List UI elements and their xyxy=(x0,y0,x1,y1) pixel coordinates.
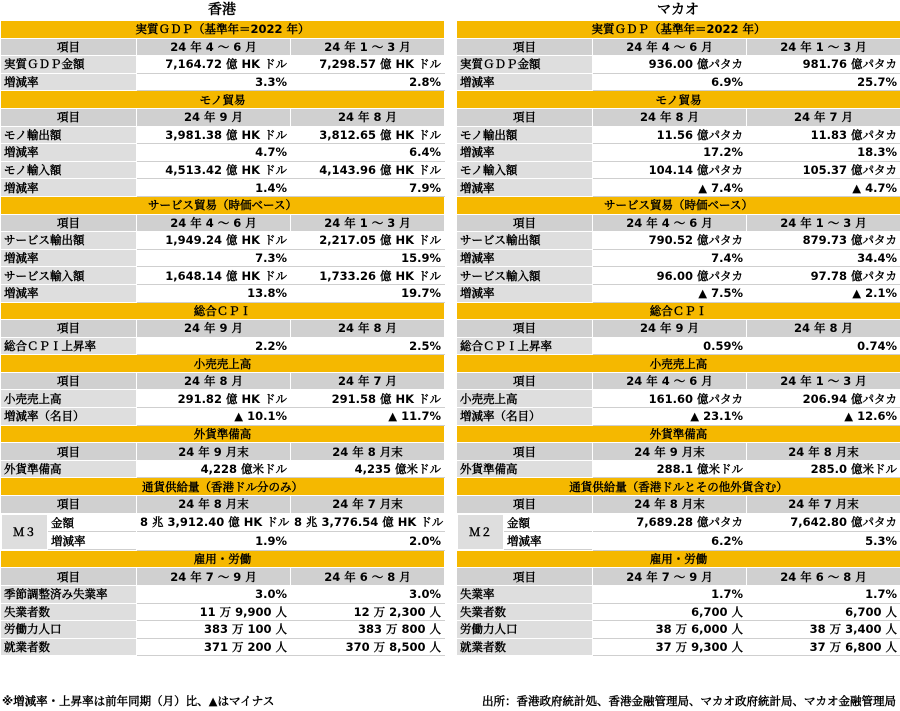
value-cell: ▲ 2.1% xyxy=(747,284,900,302)
value-cell: 1,648.14 億 HK ドル xyxy=(137,267,291,285)
table-row xyxy=(457,284,900,302)
value-cell: 38 万 3,400 人 xyxy=(747,621,900,639)
table-row xyxy=(457,603,900,621)
value-cell: 18.3% xyxy=(747,144,900,162)
column-header: 項目 xyxy=(457,108,593,126)
value-cell: 2,217.05 億 HK ドル xyxy=(291,232,445,250)
row-label: 実質ＧＤＰ金額 xyxy=(1,56,137,74)
group-cell xyxy=(1,513,137,550)
value-cell: 2.2% xyxy=(137,337,291,355)
value-cell: 25.7% xyxy=(747,73,900,91)
row-label: サービス輸入額 xyxy=(457,267,593,285)
table-row xyxy=(457,232,900,250)
row-label: 増減率（名目） xyxy=(1,408,137,426)
section-title: サービス貿易（時価ベース） xyxy=(457,196,900,214)
group-label: Ｍ３ xyxy=(2,514,48,549)
value-cell: 34.4% xyxy=(747,249,900,267)
row-label: 就業者数 xyxy=(457,638,593,656)
section-title-row xyxy=(1,91,445,109)
value-cell: 97.78 億パタカ xyxy=(747,267,900,285)
section-title-row xyxy=(457,91,900,109)
row-label: 増減率 xyxy=(1,73,137,91)
table-row xyxy=(1,267,445,285)
table-row xyxy=(1,232,445,250)
value-cell: 285.0 億米ドル xyxy=(747,460,900,478)
table-row xyxy=(1,638,445,656)
row-label: 増減率 xyxy=(1,249,137,267)
column-header: 項目 xyxy=(1,568,137,586)
header-row xyxy=(457,372,900,390)
section-title: 小売売上高 xyxy=(1,355,445,373)
table-row xyxy=(1,390,445,408)
value-cell: 7.9% xyxy=(291,179,445,197)
table-row xyxy=(457,179,900,197)
value-cell: 1.4% xyxy=(137,179,291,197)
column-header: 24 年 7 ～ 9 月 xyxy=(593,568,747,586)
value-cell: 4.7% xyxy=(137,144,291,162)
column-header: 項目 xyxy=(457,320,593,338)
row-label: 失業者数 xyxy=(457,603,593,621)
table-row xyxy=(457,56,900,74)
value-cell: 3.0% xyxy=(137,586,291,604)
header-row xyxy=(457,214,900,232)
value-cell: 2.8% xyxy=(291,73,445,91)
section-title: サービス貿易（時価ベース） xyxy=(1,196,445,214)
column-header: 24 年 7 月末 xyxy=(747,496,900,514)
column-header: 24 年 7 月 xyxy=(291,372,445,390)
column-header: 24 年 4 ～ 6 月 xyxy=(593,38,747,56)
column-header: 24 年 8 月 xyxy=(593,108,747,126)
row-label: 外貨準備高 xyxy=(457,460,593,478)
column-header: 24 年 9 月 xyxy=(137,108,291,126)
row-label: サービス輸入額 xyxy=(1,267,137,285)
group-label: Ｍ２ xyxy=(458,514,504,549)
row-label: 実質ＧＤＰ金額 xyxy=(457,56,593,74)
column-header: 24 年 7 月 xyxy=(747,108,900,126)
row-label: 増減率 xyxy=(457,179,593,197)
section-title-row xyxy=(1,550,445,568)
header-row xyxy=(1,568,445,586)
column-header: 24 年 8 月末 xyxy=(747,443,900,461)
column-header: 24 年 4 ～ 6 月 xyxy=(137,38,291,56)
section-title-row xyxy=(457,478,900,496)
column-header: 項目 xyxy=(1,108,137,126)
row-label: 増減率 xyxy=(457,249,593,267)
value-cell: 104.14 億パタカ xyxy=(593,161,747,179)
column-header: 24 年 9 月 xyxy=(137,320,291,338)
row-label: 増減率 xyxy=(48,532,136,550)
row-label: モノ輸出額 xyxy=(457,126,593,144)
column-header: 24 年 4 ～ 6 月 xyxy=(137,214,291,232)
section-title: モノ貿易 xyxy=(1,91,445,109)
row-label: 小売売上高 xyxy=(1,390,137,408)
table-row xyxy=(457,638,900,656)
value-cell: 288.1 億米ドル xyxy=(593,460,747,478)
section-title: モノ貿易 xyxy=(457,91,900,109)
value-cell: 6,700 人 xyxy=(593,603,747,621)
header-row xyxy=(457,568,900,586)
column-header: 項目 xyxy=(1,372,137,390)
value-cell: 4,513.42 億 HK ドル xyxy=(137,161,291,179)
value-cell: 291.82 億 HK ドル xyxy=(137,390,291,408)
value-cell: ▲ 7.4% xyxy=(593,179,747,197)
value-cell: 4,228 億米ドル xyxy=(137,460,291,478)
table-row xyxy=(457,267,900,285)
table-row xyxy=(1,513,445,532)
value-cell: 3,981.38 億 HK ドル xyxy=(137,126,291,144)
section-title: 総合ＣＰＩ xyxy=(457,302,900,320)
column-header: 24 年 8 月 xyxy=(291,108,445,126)
column-header: 24 年 7 ～ 9 月 xyxy=(137,568,291,586)
value-cell: 7,164.72 億 HK ドル xyxy=(137,56,291,74)
section-title: 通貨供給量（香港ドルとその他外貨含む） xyxy=(457,478,900,496)
row-label: 増減率 xyxy=(1,144,137,162)
value-cell: 11.56 億パタカ xyxy=(593,126,747,144)
section-title: 小売売上高 xyxy=(457,355,900,373)
value-cell: 936.00 億パタカ xyxy=(593,56,747,74)
column-header: 24 年 4 ～ 6 月 xyxy=(593,372,747,390)
value-cell: 1.9% xyxy=(137,532,291,551)
section-title-row xyxy=(457,196,900,214)
value-cell: ▲ 4.7% xyxy=(747,179,900,197)
value-cell: ▲ 23.1% xyxy=(593,408,747,426)
value-cell: 1,949.24 億 HK ドル xyxy=(137,232,291,250)
table-row xyxy=(1,337,445,355)
row-label: サービス輸出額 xyxy=(457,232,593,250)
value-cell: 15.9% xyxy=(291,249,445,267)
hongkong-panel xyxy=(0,0,444,656)
value-cell: 19.7% xyxy=(291,284,445,302)
header-row xyxy=(1,320,445,338)
column-header: 24 年 8 月末 xyxy=(593,496,747,514)
header-row xyxy=(1,443,445,461)
value-cell: 161.60 億パタカ xyxy=(593,390,747,408)
value-cell: 8 兆 3,776.54 億 HK ドル xyxy=(291,513,445,532)
value-cell: 790.52 億パタカ xyxy=(593,232,747,250)
value-cell: 11 万 9,900 人 xyxy=(137,603,291,621)
table-row xyxy=(457,249,900,267)
row-label: 労働力人口 xyxy=(1,621,137,639)
column-header: 24 年 1 ～ 3 月 xyxy=(291,38,445,56)
value-cell: 7.4% xyxy=(593,249,747,267)
section-title: 雇用・労働 xyxy=(1,550,445,568)
row-label: モノ輸入額 xyxy=(457,161,593,179)
section-title: 実質ＧＤＰ（基準年＝2022 年） xyxy=(457,21,900,39)
row-label: 増減率 xyxy=(1,179,137,197)
column-header: 項目 xyxy=(1,496,137,514)
header-row xyxy=(1,372,445,390)
panel-title: マカオ xyxy=(657,2,699,18)
section-title-row xyxy=(1,196,445,214)
table-row xyxy=(457,408,900,426)
group-inner-row xyxy=(458,514,592,532)
column-header: 24 年 1 ～ 3 月 xyxy=(747,38,900,56)
column-header: 24 年 8 月末 xyxy=(137,496,291,514)
section-title-row xyxy=(457,425,900,443)
table-row xyxy=(1,144,445,162)
value-cell: 370 万 8,500 人 xyxy=(291,638,445,656)
table-row xyxy=(1,249,445,267)
macau-table xyxy=(456,20,900,656)
section-title: 外貨準備高 xyxy=(1,425,445,443)
table-row xyxy=(457,390,900,408)
column-header: 項目 xyxy=(1,443,137,461)
column-header: 24 年 8 月末 xyxy=(291,443,445,461)
section-title: 実質ＧＤＰ（基準年＝2022 年） xyxy=(1,21,445,39)
value-cell: 7,642.80 億パタカ xyxy=(747,513,900,532)
value-cell: ▲ 10.1% xyxy=(137,408,291,426)
table-row xyxy=(457,73,900,91)
value-cell: 2.0% xyxy=(291,532,445,551)
column-header: 24 年 6 ～ 8 月 xyxy=(291,568,445,586)
group-inner-table xyxy=(457,514,592,550)
column-header: 24 年 9 月末 xyxy=(593,443,747,461)
table-row xyxy=(1,460,445,478)
table-row xyxy=(1,73,445,91)
column-header: 項目 xyxy=(1,214,137,232)
section-title: 通貨供給量（香港ドル分のみ） xyxy=(1,478,445,496)
value-cell: 38 万 6,000 人 xyxy=(593,621,747,639)
table-row xyxy=(457,513,900,532)
table-row xyxy=(457,337,900,355)
column-header: 項目 xyxy=(457,443,593,461)
value-cell: 1.7% xyxy=(747,586,900,604)
section-title: 雇用・労働 xyxy=(457,550,900,568)
row-label: 金額 xyxy=(504,514,592,532)
value-cell: 981.76 億パタカ xyxy=(747,56,900,74)
header-row xyxy=(457,320,900,338)
section-title-row xyxy=(1,425,445,443)
row-label: 金額 xyxy=(48,514,136,532)
value-cell: 105.37 億パタカ xyxy=(747,161,900,179)
column-header: 項目 xyxy=(457,38,593,56)
value-cell: ▲ 12.6% xyxy=(747,408,900,426)
row-label: 労働力人口 xyxy=(457,621,593,639)
header-row xyxy=(1,214,445,232)
column-header: 24 年 1 ～ 3 月 xyxy=(747,214,900,232)
value-cell: 7,689.28 億パタカ xyxy=(593,513,747,532)
value-cell: 13.8% xyxy=(137,284,291,302)
row-label: 失業率 xyxy=(457,586,593,604)
row-label: 増減率 xyxy=(504,532,592,550)
table-row xyxy=(1,56,445,74)
value-cell: 7,298.57 億 HK ドル xyxy=(291,56,445,74)
column-header: 24 年 6 ～ 8 月 xyxy=(747,568,900,586)
footnote-left: ※増減率・上昇率は前年同期（月）比、▲はマイナス xyxy=(2,694,275,708)
row-label: 総合ＣＰＩ上昇率 xyxy=(1,337,137,355)
column-header: 24 年 9 月末 xyxy=(137,443,291,461)
table-row xyxy=(1,179,445,197)
value-cell: 1.7% xyxy=(593,586,747,604)
value-cell: 6,700 人 xyxy=(747,603,900,621)
row-label: 増減率 xyxy=(457,144,593,162)
panel-title: 香港 xyxy=(208,2,236,18)
value-cell: 3,812.65 億 HK ドル xyxy=(291,126,445,144)
header-row xyxy=(457,443,900,461)
column-header: 24 年 8 月 xyxy=(747,320,900,338)
row-label: モノ輸出額 xyxy=(1,126,137,144)
value-cell: 8 兆 3,912.40 億 HK ドル xyxy=(137,513,291,532)
column-header: 24 年 9 月 xyxy=(593,320,747,338)
value-cell: 96.00 億パタカ xyxy=(593,267,747,285)
row-label: 増減率（名目） xyxy=(457,408,593,426)
value-cell: 383 万 100 人 xyxy=(137,621,291,639)
group-inner-row xyxy=(2,514,136,532)
value-cell: 3.0% xyxy=(291,586,445,604)
column-header: 24 年 1 ～ 3 月 xyxy=(747,372,900,390)
row-label: 増減率 xyxy=(457,73,593,91)
footnote-source: 出所：香港政府統計処、香港金融管理局、マカオ政府統計局、マカオ金融管理局 xyxy=(482,694,896,708)
column-header: 項目 xyxy=(457,214,593,232)
section-title-row xyxy=(1,478,445,496)
value-cell: 206.94 億パタカ xyxy=(747,390,900,408)
value-cell: 291.58 億 HK ドル xyxy=(291,390,445,408)
group-inner-table xyxy=(1,514,136,550)
column-header: 24 年 8 月 xyxy=(137,372,291,390)
section-title-row xyxy=(457,21,900,39)
value-cell: 383 万 800 人 xyxy=(291,621,445,639)
table-row xyxy=(1,161,445,179)
row-label: モノ輸入額 xyxy=(1,161,137,179)
section-title-row xyxy=(1,21,445,39)
hongkong-table xyxy=(0,20,445,656)
header-row xyxy=(457,108,900,126)
row-label: サービス輸出額 xyxy=(1,232,137,250)
row-label: 増減率 xyxy=(457,284,593,302)
section-title-row xyxy=(457,355,900,373)
column-header: 24 年 8 月 xyxy=(291,320,445,338)
column-header: 項目 xyxy=(1,38,137,56)
section-title-row xyxy=(1,302,445,320)
section-title-row xyxy=(457,302,900,320)
column-header: 24 年 1 ～ 3 月 xyxy=(291,214,445,232)
row-label: 小売売上高 xyxy=(457,390,593,408)
value-cell: 371 万 200 人 xyxy=(137,638,291,656)
table-row xyxy=(457,126,900,144)
row-label: 就業者数 xyxy=(1,638,137,656)
table-row xyxy=(1,621,445,639)
header-row xyxy=(1,496,445,514)
macau-panel xyxy=(456,0,900,656)
table-row xyxy=(1,284,445,302)
value-cell: 0.74% xyxy=(747,337,900,355)
column-header: 24 年 4 ～ 6 月 xyxy=(593,214,747,232)
table-row xyxy=(457,460,900,478)
table-row xyxy=(457,586,900,604)
value-cell: 37 万 6,800 人 xyxy=(747,638,900,656)
row-label: 増減率 xyxy=(1,284,137,302)
value-cell: 879.73 億パタカ xyxy=(747,232,900,250)
column-header: 24 年 7 月末 xyxy=(291,496,445,514)
value-cell: 6.4% xyxy=(291,144,445,162)
header-row xyxy=(1,38,445,56)
header-row xyxy=(457,496,900,514)
table-row xyxy=(457,621,900,639)
table-row xyxy=(1,126,445,144)
value-cell: 2.5% xyxy=(291,337,445,355)
column-header: 項目 xyxy=(1,320,137,338)
value-cell: 11.83 億パタカ xyxy=(747,126,900,144)
section-title-row xyxy=(1,355,445,373)
row-label: 失業者数 xyxy=(1,603,137,621)
value-cell: 12 万 2,300 人 xyxy=(291,603,445,621)
value-cell: ▲ 7.5% xyxy=(593,284,747,302)
value-cell: 5.3% xyxy=(747,532,900,551)
row-label: 外貨準備高 xyxy=(1,460,137,478)
value-cell: 3.3% xyxy=(137,73,291,91)
table-row xyxy=(457,161,900,179)
column-header: 項目 xyxy=(457,496,593,514)
column-header: 項目 xyxy=(457,372,593,390)
value-cell: 6.9% xyxy=(593,73,747,91)
table-row xyxy=(457,144,900,162)
value-cell: ▲ 11.7% xyxy=(291,408,445,426)
value-cell: 17.2% xyxy=(593,144,747,162)
header-row xyxy=(1,108,445,126)
value-cell: 4,143.96 億 HK ドル xyxy=(291,161,445,179)
row-label: 総合ＣＰＩ上昇率 xyxy=(457,337,593,355)
value-cell: 37 万 9,300 人 xyxy=(593,638,747,656)
value-cell: 7.3% xyxy=(137,249,291,267)
section-title-row xyxy=(457,550,900,568)
value-cell: 1,733.26 億 HK ドル xyxy=(291,267,445,285)
section-title: 総合ＣＰＩ xyxy=(1,302,445,320)
column-header: 項目 xyxy=(457,568,593,586)
value-cell: 6.2% xyxy=(593,532,747,551)
group-cell xyxy=(457,513,593,550)
value-cell: 0.59% xyxy=(593,337,747,355)
value-cell: 4,235 億米ドル xyxy=(291,460,445,478)
section-title: 外貨準備高 xyxy=(457,425,900,443)
row-label: 季節調整済み失業率 xyxy=(1,586,137,604)
table-row xyxy=(1,603,445,621)
table-row xyxy=(1,586,445,604)
table-row xyxy=(1,408,445,426)
header-row xyxy=(457,38,900,56)
